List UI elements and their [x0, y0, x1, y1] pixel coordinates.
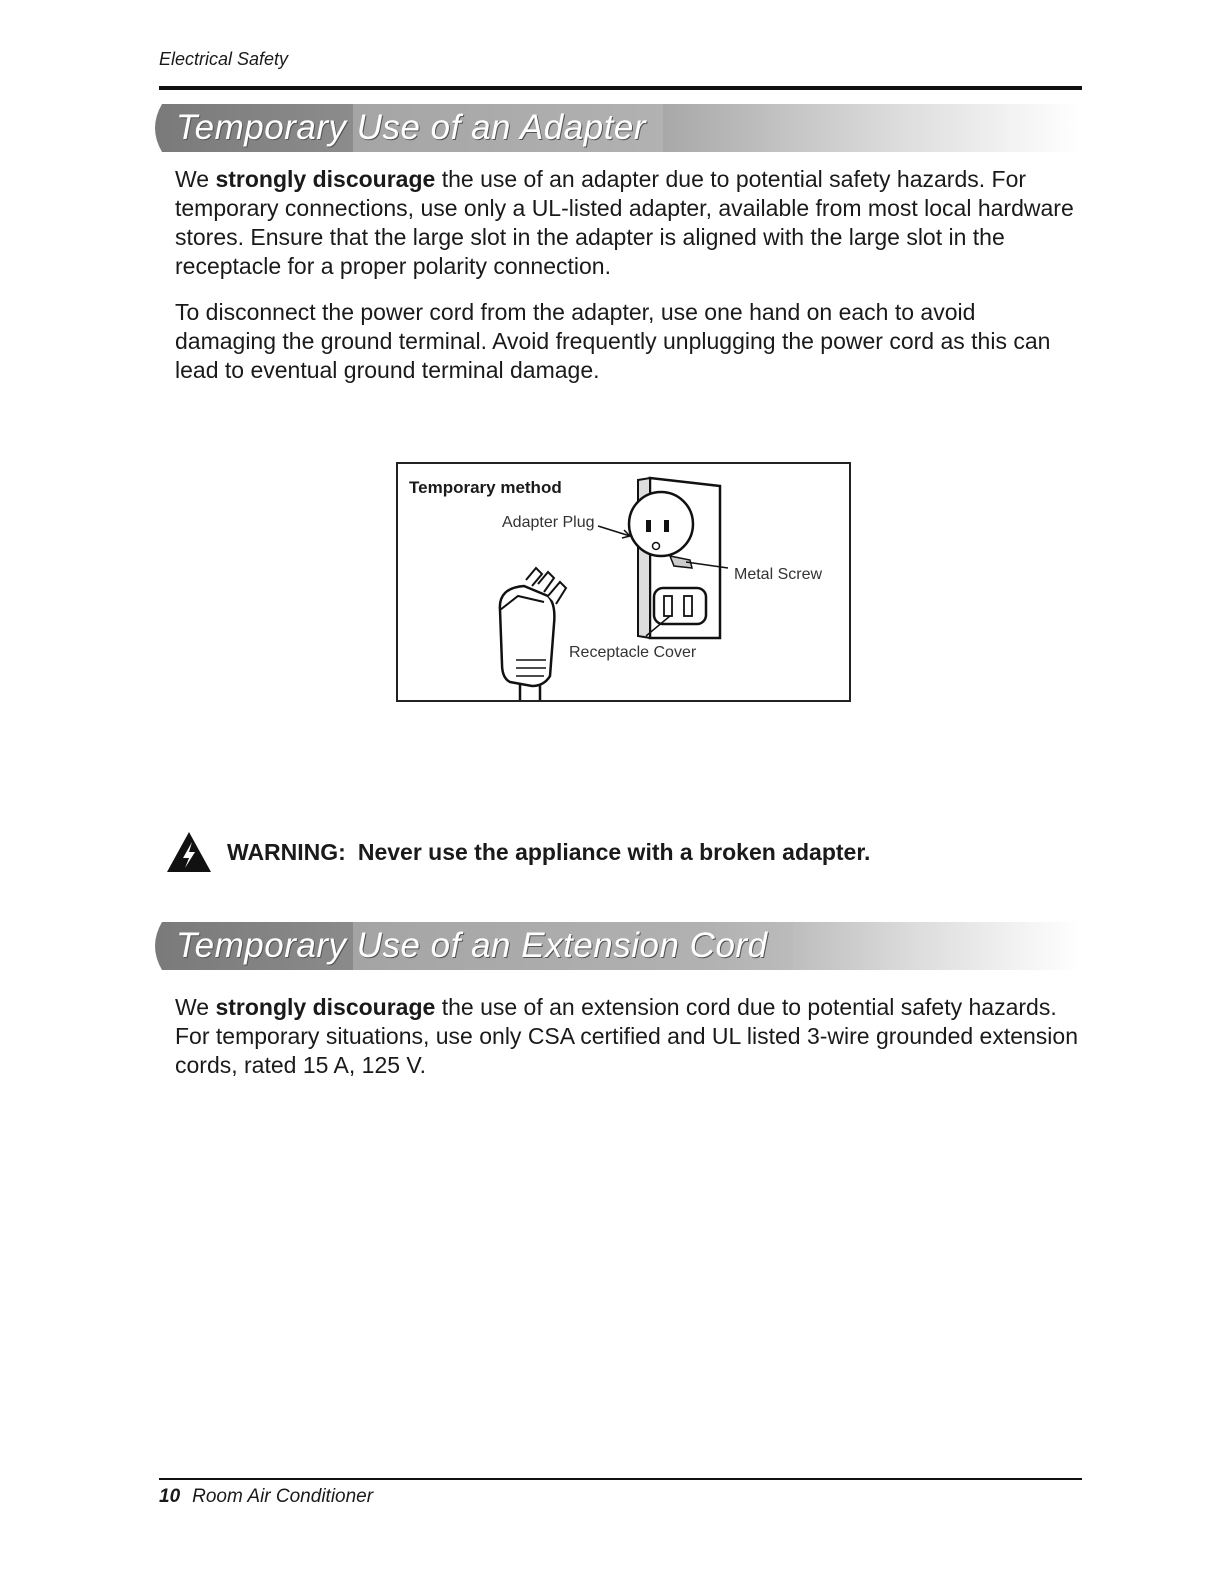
page-number: 10	[159, 1486, 181, 1507]
warning-label: WARNING:	[227, 838, 346, 865]
footer-rule	[159, 1478, 1082, 1480]
running-header: Electrical Safety	[159, 49, 289, 69]
figure-title: Temporary method	[409, 478, 562, 497]
adapter-paragraph-1: We strongly discourage the use of an adapter due to potential safety hazards. For temporary connections, use only a UL-listed adapter, available from most local hardware stores. Ensure that the large slot in the adapter is aligned with the large slot in the receptacle for a proper polarity connection.	[175, 166, 1074, 279]
warning-icon	[165, 830, 213, 874]
extension-paragraph-1: We strongly discourage the use of an extension cord due to potential safety hazards. For temporary situations, use only CSA certified and UL listed 3-wire grounded extension cords, rated 15 A, 125 V.	[175, 994, 1078, 1078]
warning-callout	[165, 830, 870, 874]
warning-text: Never use the appliance with a broken adapter.	[357, 838, 871, 865]
doc-title: Room Air Conditioner	[192, 1486, 374, 1507]
section-title: Temporary Use of an Adapter	[176, 108, 647, 147]
section-title: Temporary Use of an Extension Cord	[176, 926, 768, 965]
adapter-diagram	[396, 462, 851, 702]
section-banner-adapter	[148, 102, 1080, 154]
adapter-paragraph-2: To disconnect the power cord from the adapter, use one hand on each to avoid damaging the ground terminal. Avoid frequently unplugging the power cord as this can lead to eventual ground terminal damage.	[175, 299, 1051, 383]
section-banner-extension	[148, 920, 1080, 972]
label-metal-screw: Metal Screw	[734, 566, 823, 583]
header-rule	[159, 86, 1082, 90]
label-adapter-plug: Adapter Plug	[502, 514, 595, 531]
label-receptacle-cover: Receptacle Cover	[569, 644, 697, 661]
page-footer	[159, 1486, 373, 1508]
